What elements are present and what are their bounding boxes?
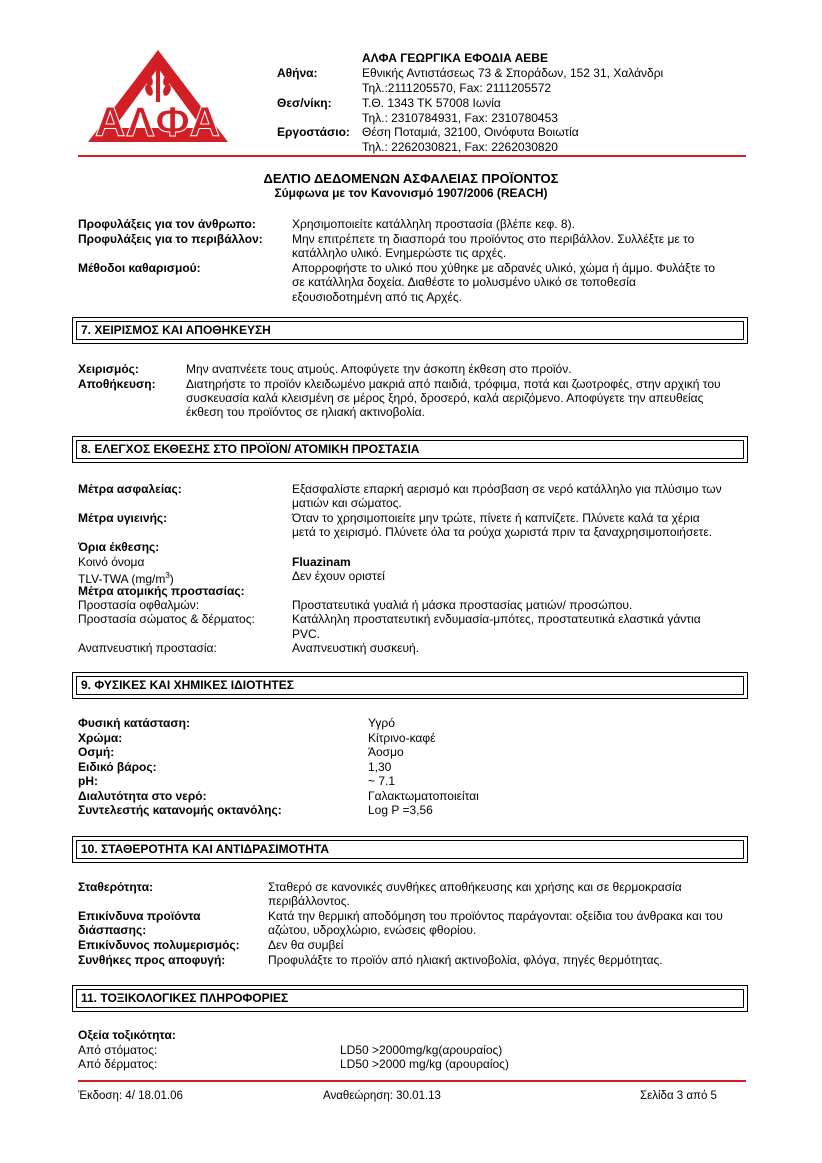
office-line: Τ.Θ. 1343 ΤΚ 57008 Ιωνία [362, 96, 501, 110]
section-header-8 [72, 436, 748, 463]
field-label: Προφυλάξεις για το περιβάλλον: [78, 232, 263, 246]
field-label: Αναπνευστική προστασία: [78, 641, 217, 655]
field-label: Κοινό όνομα [78, 555, 145, 569]
section-title: 11. ΤΟΞΙΚΟΛΟΓΙΚΕΣ ΠΛΗΡΟΦΟΡΙΕΣ [81, 991, 289, 1005]
field-value: Προστατευτικά γυαλιά ή μάσκα προστασίας ματιών/ προσώπου. [292, 598, 633, 612]
prop-label: Φυσική κατάσταση: [78, 716, 190, 730]
field-value: Όταν το χρησιμοποιείτε μην τρώτε, πίνετε ή καπνίζετε. Πλύνετε καλά τα χέρια [292, 511, 700, 525]
field-label: Προστασία σώματος & δέρματος: [78, 612, 255, 626]
document-subtitle: Σύμφωνα με τον Κανονισμό 1907/2006 (REACH) [274, 186, 548, 200]
field-label: Μέτρα ασφαλείας: [78, 482, 182, 496]
office-line: Θέση Ποταμιά, 32100, Οινόφυτα Βοιωτία [362, 125, 579, 139]
field-label: Χειρισμός: [78, 362, 139, 376]
header-divider [78, 155, 746, 157]
field-label: Μέθοδοι καθαρισμού: [78, 261, 201, 275]
field-value: Δεν έχουν οριστεί [292, 569, 385, 583]
field-value: Απορροφήστε το υλικό που χύθηκε με αδρανές υλικό, χώμα ή άμμο. Φυλάξτε το [292, 261, 716, 275]
field-value: εξουσιοδοτημένη από τις Αρχές. [292, 290, 462, 304]
field-value: περιβάλλοντος. [268, 894, 350, 908]
field-value: έκθεση του προϊόντος σε ηλιακή ακτινοβολία. [186, 405, 425, 419]
field-value: Προφυλάξτε το προϊόν από ηλιακή ακτινοβολία, φλόγα, πηγές θερμότητας. [268, 953, 663, 967]
field-value: PVC. [292, 627, 321, 641]
section-header-10 [72, 836, 748, 863]
field-label: Συνθήκες προς αποφυγή: [78, 953, 226, 967]
field-value: Σταθερό σε κανονικές συνθήκες αποθήκευσης και χρήσης και σε θερμοκρασία [268, 880, 682, 894]
section-title: 8. ΕΛΕΓΧΟΣ ΕΚΘΕΣΗΣ ΣΤΟ ΠΡΟΪΟΝ/ ΑΤΟΜΙΚΗ ΠΡΟΣΤΑΣΙΑ [81, 442, 420, 456]
field-value: Κατάλληλη προστατευτική ενδυμασία-μπότες, προστατευτικά ελαστικά γάντια [292, 612, 701, 626]
office-line: Εθνικής Αντιστάσεως 73 & Σποράδων, 152 31, Χαλάνδρι [362, 66, 664, 80]
prop-value: Κίτρινο-καφέ [368, 731, 436, 745]
prop-value: Υγρό [368, 716, 395, 730]
field-value: Κατά την θερμική αποδόμηση του προϊόντος παράγονται: οξείδια του άνθρακα και του [268, 909, 723, 923]
field-value: Fluazinam [292, 555, 351, 569]
field-value: Δεν θα συμβεί [268, 938, 344, 952]
field-label: Επικίνδυνος πολυμερισμός: [78, 938, 240, 952]
section-title: 9. ΦΥΣΙΚΕΣ ΚΑΙ ΧΗΜΙΚΕΣ ΙΔΙΟΤΗΤΕΣ [81, 678, 294, 692]
prop-value: Άοσμο [368, 745, 404, 759]
field-value: Αναπνευστική συσκευή. [292, 641, 420, 655]
field-label: Αποθήκευση: [78, 377, 156, 391]
field-label: Προστασία οφθαλμών: [78, 598, 200, 612]
field-value: ματιών και σώματος. [292, 496, 402, 510]
section-header-11 [72, 985, 748, 1012]
field-label: Προφυλάξεις για τον άνθρωπο: [78, 217, 256, 231]
field-label: διάσπασης: [78, 923, 147, 937]
prop-label: Συντελεστής κατανομής οκτανόλης: [78, 803, 282, 817]
prop-label: Ειδικό βάρος: [78, 760, 157, 774]
prop-value: Log P =3,56 [368, 803, 433, 817]
office-line: Τηλ.: 2310784931, Fax: 2310780453 [362, 111, 558, 125]
document-title: ΔΕΛΤΙΟ ΔΕΔΟΜΕΝΩΝ ΑΣΦΑΛΕΙΑΣ ΠΡΟΪΟΝΤΟΣ [263, 171, 559, 186]
field-value: Διατηρήστε το προϊόν κλειδωμένο μακριά από παιδιά, τρόφιμα, ποτά και ζωοτροφές, στην αρχική του [186, 377, 721, 391]
section-header-7 [72, 317, 748, 344]
footer-divider [78, 1080, 746, 1082]
field-label: Από στόματος: [78, 1043, 158, 1057]
company-name: ΑΛΦΑ ΓΕΩΡΓΙΚΑ ΕΦΟΔΙΑ ΑΕΒΕ [362, 51, 548, 65]
field-value: Χρησιμοποιείτε κατάλληλη προστασία (βλέπε κεφ. 8). [292, 217, 575, 231]
field-value: συσκευασία καλά κλεισμένη σε μέρος ξηρό, δροσερό, καλά αεριζόμενο. Αποφύγετε την απευθείας [186, 391, 704, 405]
field-value: LD50 >2000mg/kg(αρουραίος) [340, 1043, 503, 1057]
office-label-factory: Εργοστάσιο: [277, 125, 350, 139]
prop-label: Διαλυτότητα στο νερό: [78, 789, 207, 803]
section-title: 10. ΣΤΑΘΕΡΟΤΗΤΑ ΚΑΙ ΑΝΤΙΔΡΑΣΙΜΟΤΗΤΑ [81, 842, 330, 856]
company-logo [84, 46, 232, 150]
field-value: Εξασφαλίστε επαρκή αερισμό και πρόσβαση σε νερό κατάλληλο για πλύσιμο των [292, 482, 722, 496]
prop-value: Γαλακτωματοποιείται [368, 789, 479, 803]
field-label: Μέτρα ατομικής προστασίας: [78, 584, 245, 598]
field-value: LD50 >2000 mg/kg (αρουραίος) [340, 1057, 509, 1071]
office-label-thessaloniki: Θεσ/νίκη: [277, 96, 332, 110]
section-title: 7. ΧΕΙΡΙΣΜΟΣ ΚΑΙ ΑΠΟΘΗΚΕΥΣΗ [81, 323, 271, 337]
field-value: κατάλληλο υλικό. Ενημερώστε τις αρχές. [292, 246, 507, 260]
prop-value: 1,30 [368, 760, 392, 774]
section-header-9 [72, 672, 748, 699]
field-label: Από δέρματος: [78, 1057, 158, 1071]
issue-date: Έκδοση: 4/ 18.01.06 [78, 1090, 183, 1102]
prop-value: ~ 7.1 [368, 774, 396, 788]
office-line: Τηλ.: 2262030821, Fax: 2262030820 [362, 140, 558, 154]
field-value: Μην αναπνέετε τους ατμούς. Αποφύγετε την άσκοπη έκθεση στο προϊόν. [186, 362, 572, 376]
field-label: Οξεία τοξικότητα: [78, 1028, 176, 1042]
field-value: αζώτου, υδροχλώριο, ενώσεις φθορίου. [268, 923, 477, 937]
tlv-label: TLV-TWA $(mg/m^3)$ [78, 571, 174, 586]
field-label: Σταθερότητα: [78, 880, 154, 894]
field-value: Μην επιτρέπετε τη διασπορά του προϊόντος στο περιβάλλον. Συλλέξτε με το [292, 232, 695, 246]
office-label-athens: Αθήνα: [277, 66, 318, 80]
prop-label: Οσμή: [78, 745, 115, 759]
logo-text: ΑΛΦΑ [94, 98, 222, 145]
prop-label: pH: [78, 774, 98, 788]
revision-date: Αναθεώρηση: 30.01.13 [323, 1090, 441, 1102]
prop-label: Χρώμα: [78, 731, 123, 745]
page-number: Σελίδα 3 από 5 [640, 1090, 717, 1102]
office-line: Τηλ.:2111205570, Fax: 2111205572 [362, 81, 552, 95]
field-label: Επικίνδυνα προϊόντα [78, 909, 201, 923]
field-label: Μέτρα υγιεινής: [78, 511, 168, 525]
field-label: Όρια έκθεσης: [78, 540, 160, 554]
field-value: σε κατάλληλα δοχεία. Διαθέστε το μολυσμένο υλικό σε τοποθεσία [292, 275, 636, 289]
field-value: μετά το χειρισμό. Πλύνετε όλα τα ρούχα χωριστά πριν τα ξαναχρησιμοποιήσετε. [292, 525, 713, 539]
